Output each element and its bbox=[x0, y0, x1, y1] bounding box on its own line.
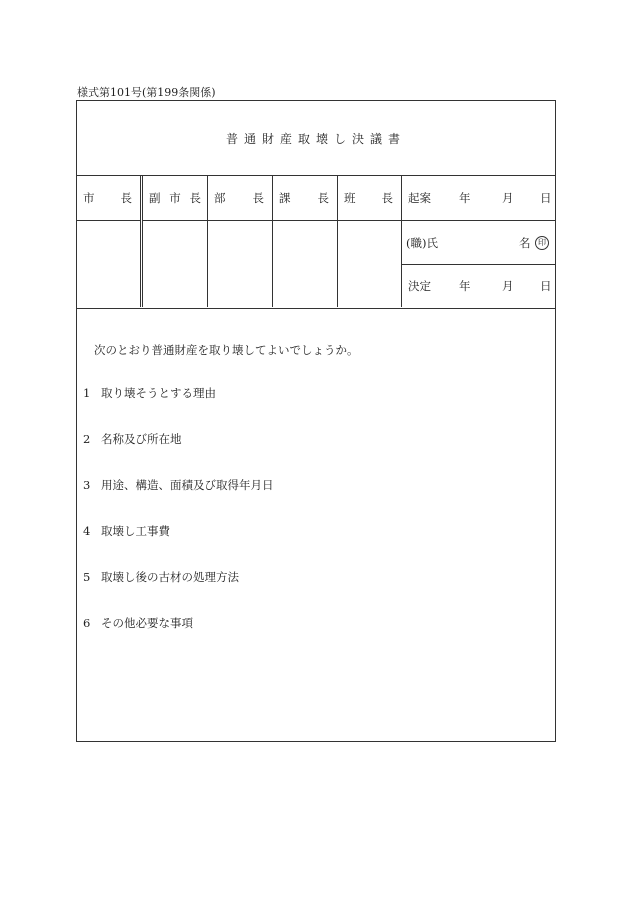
drafter-name-row: (職)氏 名 印 bbox=[402, 221, 555, 265]
seal-mark-icon: 印 bbox=[535, 236, 549, 250]
intro-sentence: 次のとおり普通財産を取り壊してよいでしょうか。 bbox=[94, 343, 359, 357]
approval-header-mayor: 市 長 bbox=[77, 176, 140, 221]
approval-column-department bbox=[208, 176, 273, 307]
list-item: 6 その他必要な事項 bbox=[83, 616, 193, 630]
list-item: 5 取壊し後の古材の処理方法 bbox=[83, 570, 239, 584]
list-item: 2 名称及び所在地 bbox=[83, 432, 182, 446]
list-item: 3 用途、構造、面積及び取得年月日 bbox=[83, 478, 274, 492]
approval-column-team bbox=[338, 176, 402, 307]
drafting-date-row: 起案 年 月 日 bbox=[402, 176, 555, 221]
drafting-info-block bbox=[402, 176, 555, 307]
approval-header-team: 班 長 bbox=[338, 176, 401, 221]
approval-column-vice-mayor bbox=[143, 176, 208, 307]
approval-stamp-table bbox=[77, 176, 555, 309]
decision-date-row: 決定 年 月 日 bbox=[408, 279, 552, 293]
approval-header-vice-mayor: 副 市 長 bbox=[143, 176, 207, 221]
list-item: 1 取り壊そうとする理由 bbox=[83, 386, 216, 400]
document-title: 普通財産取壊し決議書 bbox=[77, 101, 555, 176]
form-number-label: 様式第101号(第199条関係) bbox=[77, 86, 216, 99]
approval-column-section bbox=[273, 176, 338, 307]
approval-column-mayor bbox=[77, 176, 143, 307]
list-item: 4 取壊し工事費 bbox=[83, 524, 170, 538]
approval-header-department: 部 長 bbox=[208, 176, 272, 221]
approval-header-section: 課 長 bbox=[273, 176, 337, 221]
document-frame bbox=[76, 100, 556, 742]
